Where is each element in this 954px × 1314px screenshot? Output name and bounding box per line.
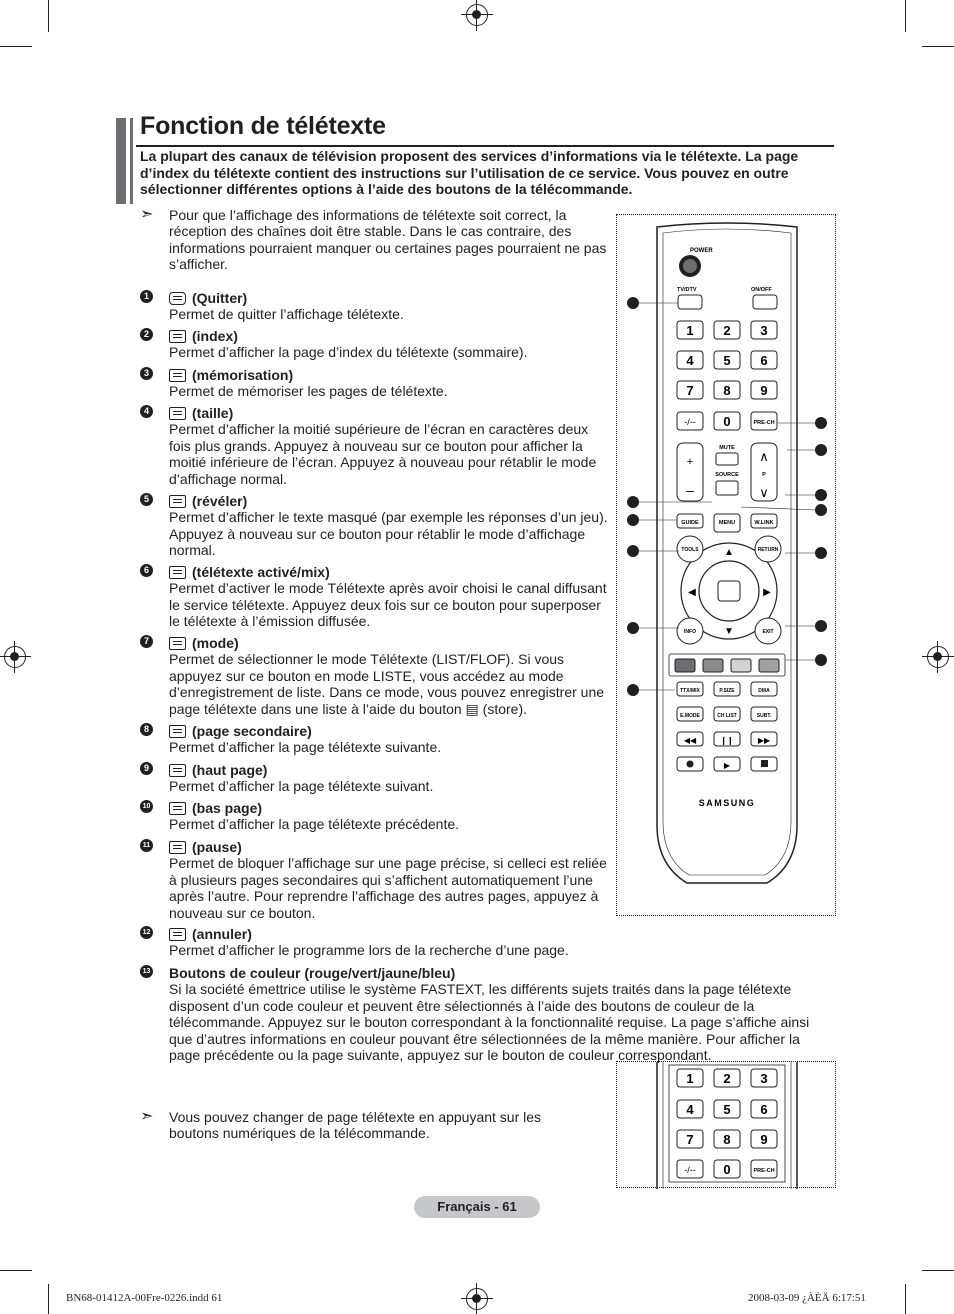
digit-label: 4: [686, 353, 694, 368]
item-number: 2: [140, 328, 153, 341]
item-text-inner: Si la société émettrice utilise le système FASTEXT, les différents sujets traités dans la page télétexte disposent d’un code couleur et peuvent être sélectionnés à l’aide des boutons de couleur de la télécommande. Appuyez sur le bouton correspondant à la fonctionnalité requise. La page s’affiche ainsi que d’autres informations en couleur pouvant être sélectionnées de la même manière. Pour afficher la page précédente ou la page suivante, appuyez sur le bouton de couleur correspondant.: [169, 981, 810, 1064]
crop-mark: [48, 0, 49, 32]
digit-label: 5: [723, 1102, 731, 1117]
number-pad-illustration: [617, 1062, 837, 1189]
pause-icon: ❙❙: [720, 736, 734, 745]
callout-1: [627, 297, 639, 309]
callout-4: [627, 545, 639, 557]
menu-label: MENU: [718, 520, 736, 526]
item-head: (mode): [192, 635, 239, 651]
stop-icon: [761, 760, 768, 767]
item-number: 6: [140, 564, 153, 577]
index-icon: [169, 330, 186, 343]
wlink-label: W.LINK: [754, 520, 774, 526]
item-text: Permet de bloquer l’affichage sur une page précise, si celleci est reliée à plusieurs pages secondaires qui s’affichent automatiquement l’une après l’autre. Pour reprendre l’affichage des autres pages, appuyez à nouveau sur ce bouton.: [169, 855, 607, 921]
chlist-label: CH LIST: [717, 713, 737, 719]
title-rule: [136, 145, 834, 147]
green-button[interactable]: [703, 659, 723, 672]
list-item: [140, 965, 835, 1063]
callout-3: [627, 514, 639, 526]
callout-9: [815, 444, 827, 456]
zero-label: 0: [723, 1162, 731, 1177]
registration-mark-icon: [466, 1288, 488, 1310]
guide-label: GUIDE: [681, 520, 699, 526]
print-slug-left: BN68-01412A-00Fre-0226.indd 61: [66, 1292, 223, 1304]
reveal-icon: [169, 495, 186, 508]
return-label: RETURN: [757, 547, 779, 553]
svg-text:∨: ∨: [759, 485, 769, 500]
digit-label: 7: [686, 383, 694, 398]
digit-label: 9: [760, 1132, 768, 1147]
source-button[interactable]: [716, 481, 738, 495]
list-item: [140, 328, 610, 361]
svg-text:+: +: [686, 456, 694, 468]
enter-button[interactable]: [718, 581, 740, 601]
item-text: Permet d’afficher la moitié supérieure de l’écran en caractères deux fois plus grands. Appuyez à nouveau sur ce bouton pour afficher la moitié inférieure de l’écran. Appuyez à nouveau pour rétablir le mode d’affichage normal.: [169, 421, 597, 487]
item-number: 11: [140, 839, 153, 852]
list-item: [140, 493, 610, 559]
item-head: (page secondaire): [192, 723, 312, 739]
intro-paragraph: La plupart des canaux de télévision proposent des services d’informations via le télétexte. La page d’index du télétexte contient des instructions sur l’utilisation de ce service. Vous pouvez en outre sélectionner différentes options à l’aide des boutons de la télécommande.: [140, 148, 799, 198]
item-number: 13: [140, 965, 153, 978]
crop-mark: [905, 1284, 906, 1314]
item-head: (télétexte activé/mix): [192, 564, 330, 580]
digit-label: 9: [760, 383, 768, 398]
dash-label: -/--: [684, 1165, 696, 1175]
digit-label: 6: [760, 1102, 768, 1117]
note-arrow-icon: ➣: [140, 206, 154, 223]
item-number: 12: [140, 926, 153, 939]
digit-label: 2: [723, 323, 731, 338]
callout-8: [815, 417, 827, 429]
item-text: Permet de sélectionner le mode Télétexte (LIST/FLOF). Si vous appuyez sur ce bouton en mode LISTE, vous accédez au mode d’enregistrement de liste. Dans ce mode, vous pouvez enregistrer une page télétexte dans une liste à l’aide du bouton ▤ (store).: [169, 651, 605, 717]
emode-label: E.MODE: [680, 713, 700, 719]
svg-text:◀: ◀: [688, 587, 696, 598]
callout-12: [815, 620, 827, 632]
list-item: [140, 367, 610, 400]
onoff-button[interactable]: [753, 295, 777, 309]
item-head: (bas page): [192, 800, 263, 816]
list-item: [140, 405, 610, 487]
record-icon: [687, 761, 694, 768]
digit-label: 8: [723, 383, 731, 398]
item-text: Permet de mémoriser les pages de télétexte.: [169, 383, 448, 400]
callout-5: [627, 622, 639, 634]
digit-label: 4: [686, 1102, 694, 1117]
item-text: Permet d’afficher la page télétexte suivant.: [169, 778, 434, 795]
crop-mark: [48, 1284, 49, 1314]
digit-label: 3: [760, 323, 768, 338]
callout-11: [815, 547, 827, 559]
item-text: Permet d’afficher le programme lors de la recherche d’une page.: [169, 942, 569, 959]
callout-6: [627, 684, 639, 696]
crop-mark: [0, 46, 32, 47]
page-down-icon: [169, 802, 186, 815]
digit-label: 7: [686, 1132, 694, 1147]
item-text: Permet d’afficher la page télétexte précédente.: [169, 816, 460, 833]
digit-label: 3: [760, 1071, 768, 1086]
digit-label: 6: [760, 353, 768, 368]
prech-label: PRE-CH: [753, 1168, 775, 1174]
power-label: POWER: [690, 248, 713, 254]
section-bar-inner: [130, 118, 133, 204]
tvdtv-label: TV/DTV: [677, 287, 697, 293]
note-arrow-icon: ➣: [140, 1108, 154, 1125]
svg-text:▶: ▶: [763, 587, 771, 598]
mute-button[interactable]: [716, 453, 738, 465]
item-number: 7: [140, 635, 153, 648]
item-head: (annuler): [192, 926, 252, 942]
list-item: [140, 290, 610, 323]
source-label: SOURCE: [715, 472, 739, 478]
svg-text:–: –: [686, 482, 694, 498]
svg-text:∧: ∧: [759, 449, 769, 464]
item-text: [169, 981, 834, 1063]
crop-mark: [905, 0, 906, 32]
item-number: 3: [140, 367, 153, 380]
yellow-button[interactable]: [731, 659, 751, 672]
note-paragraph: Pour que l’affichage des informations de télétexte soit correct, la réception des chaînes doit être stable. Dans le cas contraire, des informations pourraient manquer ou certaines pages pourraient ne pas s’afficher.: [169, 207, 607, 273]
list-item: [140, 926, 610, 959]
callout-2: [627, 496, 639, 508]
play-icon: ▶: [723, 761, 731, 770]
onoff-label: ON/OFF: [751, 287, 772, 293]
crop-mark: [922, 46, 954, 47]
red-button[interactable]: [675, 659, 695, 672]
digit-label: 1: [686, 1071, 694, 1086]
exit-label: EXIT: [762, 629, 774, 635]
hold-icon: [169, 841, 186, 854]
note-paragraph: Vous pouvez changer de page télétexte en appuyant sur les boutons numériques de la télécommande.: [169, 1109, 542, 1142]
item-number: 1: [140, 290, 153, 303]
item-number: 10: [140, 800, 153, 813]
callout-13: [815, 654, 827, 666]
tvdtv-button[interactable]: [678, 295, 702, 309]
psize-label: P.SIZE: [719, 688, 735, 694]
registration-mark-icon: [927, 646, 949, 668]
store-icon: [169, 369, 186, 382]
callout-10: [815, 489, 827, 501]
digit-label: 1: [686, 323, 694, 338]
list-item: [140, 564, 610, 630]
zero-label: 0: [723, 414, 731, 429]
page-up-icon: [169, 764, 186, 777]
page-title: Fonction de télétexte: [140, 112, 386, 140]
p-label: P: [762, 472, 766, 478]
svg-text:▼: ▼: [724, 626, 734, 637]
exit-icon: [169, 292, 186, 305]
dash-label: -/--: [684, 417, 696, 427]
list-item: [140, 635, 610, 717]
item-text: Permet d’activer le mode Télétexte après avoir choisi le canal diffusant le service télétexte. Appuyez deux fois sur ce bouton pour superposer le télétexte à l’émission diffusée.: [169, 580, 607, 630]
list-item: [140, 800, 610, 833]
print-slug-right: 2008-03-09 ¿ÀÈÄ 6:17:51: [748, 1292, 866, 1304]
item-text: Permet de quitter l’affichage télétexte.: [169, 306, 404, 323]
remote-illustration: [617, 215, 837, 917]
item-head: (taille): [192, 405, 234, 421]
list-item: [140, 839, 610, 921]
sub-page-icon: [169, 725, 186, 738]
item-head: (haut page): [192, 762, 268, 778]
item-number: 9: [140, 762, 153, 775]
item-text: Permet d’afficher la page d’index du télétexte (sommaire).: [169, 344, 528, 361]
item-number: 4: [140, 405, 153, 418]
item-text: Permet d’afficher la page télétexte suivante.: [169, 739, 442, 756]
mute-label: MUTE: [719, 445, 735, 451]
registration-mark-icon: [4, 646, 26, 668]
brand-logo: SAMSUNG: [698, 798, 756, 808]
dma-label: DMA: [758, 688, 770, 694]
ttx-label: TTX/MIX: [680, 688, 700, 694]
teletext-mix-icon: [169, 566, 186, 579]
rewind-icon: ◀◀: [683, 736, 697, 745]
registration-mark-icon: [466, 4, 488, 26]
item-head: (pause): [192, 839, 242, 855]
size-icon: [169, 407, 186, 420]
blue-button[interactable]: [759, 659, 779, 672]
item-number: 5: [140, 493, 153, 506]
forward-icon: ▶▶: [757, 736, 771, 745]
cancel-icon: [169, 928, 186, 941]
list-item: [140, 762, 610, 795]
item-head: (index): [192, 328, 238, 344]
digit-label: 2: [723, 1071, 731, 1086]
remote-illustration-frame: [616, 214, 836, 916]
info-label: INFO: [684, 629, 696, 635]
item-head: (mémorisation): [192, 367, 294, 383]
tools-label: TOOLS: [681, 547, 699, 553]
callout-7: [815, 504, 827, 516]
item-head: (révéler): [192, 493, 248, 509]
crop-mark: [0, 1270, 32, 1271]
prech-label: PRE-CH: [753, 420, 775, 426]
digit-label: 8: [723, 1132, 731, 1147]
item-text: Permet d’afficher le texte masqué (par exemple les réponses d’un jeu). Appuyez à nouveau sur ce bouton pour rétablir le mode d’affichage normal.: [169, 509, 608, 559]
crop-mark: [922, 1270, 954, 1271]
subt-label: SUBT.: [756, 713, 772, 719]
svg-text:▲: ▲: [724, 547, 734, 558]
page-number-badge: Français - 61: [414, 1196, 540, 1218]
mode-icon: [169, 637, 186, 650]
item-number: 8: [140, 723, 153, 736]
list-item: [140, 723, 610, 756]
number-pad-illustration-frame: [616, 1061, 836, 1188]
item-head: (Quitter): [192, 290, 248, 306]
item-head: Boutons de couleur (rouge/vert/jaune/bleu): [169, 965, 456, 981]
digit-label: 5: [723, 353, 731, 368]
